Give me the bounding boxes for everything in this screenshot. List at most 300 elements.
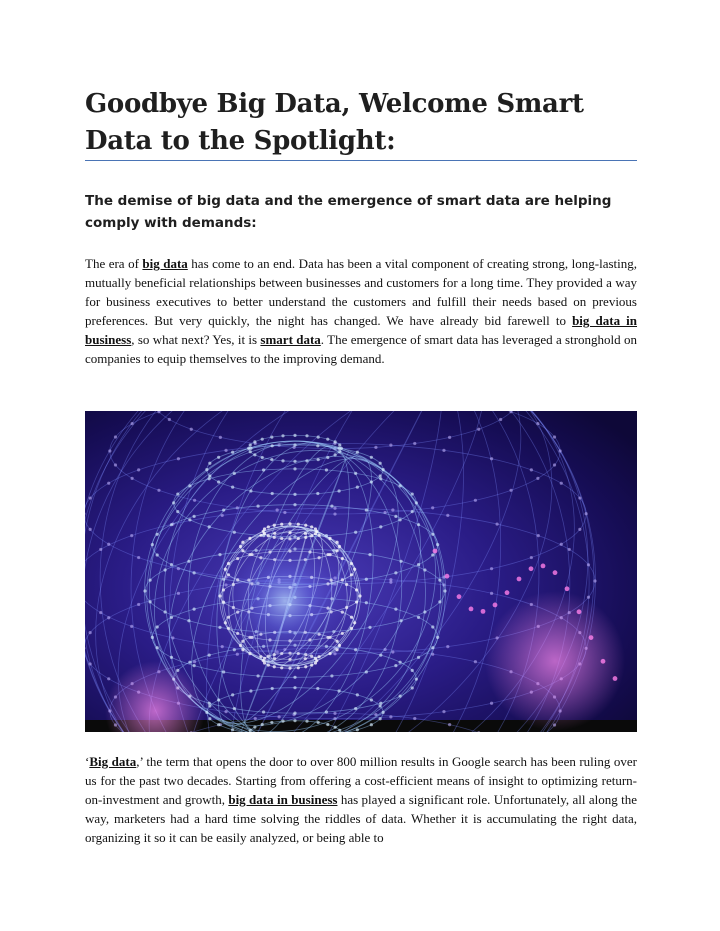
sphere-node: [436, 636, 439, 639]
pink-node: [565, 586, 570, 591]
sphere-node: [89, 631, 92, 634]
sphere-node: [137, 603, 140, 606]
sphere-node: [338, 729, 341, 732]
sphere-node: [249, 489, 252, 492]
sphere-node: [398, 661, 401, 664]
sphere-node: [436, 543, 439, 546]
sphere-node: [217, 480, 220, 483]
sphere-node: [293, 493, 296, 496]
sphere-node: [490, 457, 493, 460]
sphere-node: [354, 472, 357, 475]
sphere-node: [107, 543, 110, 546]
sphere-node: [411, 510, 414, 513]
sphere-node: [411, 686, 414, 689]
sphere-node: [335, 541, 338, 544]
sphere-node: [143, 589, 146, 592]
text-run: ,’ the term that opens the door to over 800 million results in Google search has been ruling over us for the past two decades. Starting from offering a cost-efficient means of insight to optimizing return-on-investment and growth,: [85, 754, 638, 808]
sphere-node: [490, 702, 493, 705]
sphere-node: [496, 522, 499, 525]
pink-node: [433, 549, 438, 554]
sphere-node: [163, 568, 166, 571]
big-data-paragraph: [85, 752, 637, 847]
sphere-node: [151, 636, 154, 639]
sphere-node: [99, 611, 102, 614]
sphere-node: [89, 528, 92, 531]
sphere-node: [553, 435, 556, 438]
sphere-node: [350, 627, 353, 630]
sphere-node: [370, 698, 373, 701]
sphere-node: [208, 702, 211, 705]
sphere-node: [262, 710, 265, 713]
sphere-node: [137, 556, 140, 559]
sphere-node: [261, 723, 264, 726]
sphere-node: [553, 463, 556, 466]
big-data-in-business-link[interactable]: big data in business: [85, 313, 638, 348]
title-divider: [85, 160, 637, 161]
sphere-node: [176, 510, 179, 513]
sphere-node: [568, 548, 571, 551]
sphere-node: [293, 503, 296, 506]
sphere-node: [288, 522, 291, 525]
sphere-node: [431, 646, 434, 649]
sphere-node: [443, 589, 446, 592]
sphere-node: [281, 720, 284, 723]
sphere-node: [354, 531, 357, 534]
sphere-node: [365, 578, 368, 581]
sphere-node: [176, 492, 179, 495]
sphere-node: [253, 440, 256, 443]
sphere-node: [334, 726, 337, 729]
sphere-node: [379, 474, 382, 477]
sphere-node: [170, 563, 173, 566]
sphere-node: [271, 492, 274, 495]
sphere-node: [398, 518, 401, 521]
pink-node: [505, 590, 510, 595]
pink-node: [541, 563, 546, 568]
sphere-node: [221, 645, 224, 648]
sphere-node: [293, 460, 296, 463]
sphere-node: [350, 573, 353, 576]
sphere-node: [231, 693, 234, 696]
big-data-in-business-link[interactable]: big data in business: [228, 792, 338, 808]
pink-node: [481, 609, 486, 614]
sphere-node: [316, 492, 319, 495]
sphere-node: [205, 468, 208, 471]
sphere-node: [337, 489, 340, 492]
sphere-node: [330, 674, 333, 677]
sphere-node: [256, 504, 259, 507]
sphere-node: [338, 450, 341, 453]
sphere-node: [193, 515, 196, 518]
network-sphere-image: [85, 411, 637, 732]
sphere-node: [89, 662, 92, 665]
sphere-node: [305, 720, 308, 723]
sphere-node: [218, 553, 221, 556]
big-data-link[interactable]: big data: [142, 256, 188, 271]
sphere-node: [431, 553, 434, 556]
sphere-node: [114, 463, 117, 466]
sphere-node: [130, 534, 133, 537]
sphere-node: [262, 468, 265, 471]
sphere-node: [222, 508, 225, 511]
sphere-node: [293, 719, 296, 722]
sphere-node: [337, 689, 340, 692]
sphere-node: [354, 648, 357, 651]
pink-node: [493, 603, 498, 608]
text-run: has played a significant role. Unfortunately, all along the way, marketers had a hard time solving the riddles of data. Whether it is accumulating the right data, organizing it so it can be easily analyzed, or being able to: [85, 792, 637, 846]
sphere-node: [151, 543, 154, 546]
smart-data-link[interactable]: smart data: [260, 332, 321, 348]
sphere-node: [193, 571, 196, 574]
sphere-node: [382, 468, 385, 471]
sphere-node: [328, 537, 331, 540]
sphere-node: [293, 686, 296, 689]
sphere-node: [271, 687, 274, 690]
sphere-node: [317, 436, 320, 439]
sphere-node: [438, 579, 441, 582]
sphere-node: [222, 670, 225, 673]
sphere-node: [358, 594, 361, 597]
sphere-node: [270, 458, 273, 461]
sphere-node: [107, 677, 110, 680]
sphere-node: [108, 449, 111, 452]
sphere-node: [249, 729, 252, 732]
sphere-node: [149, 600, 152, 603]
sphere-node: [536, 477, 539, 480]
sphere-node: [370, 480, 373, 483]
sphere-node: [559, 449, 562, 452]
sphere-node: [394, 571, 397, 574]
sphere-node: [442, 449, 445, 452]
sphere-node: [114, 435, 117, 438]
sphere-node: [560, 543, 563, 546]
sphere-node: [131, 477, 134, 480]
sphere-node: [233, 707, 236, 710]
sphere-node: [355, 600, 358, 603]
sphere-node: [368, 626, 371, 629]
sphere-node: [256, 674, 259, 677]
sphere-node: [379, 717, 382, 720]
sphere-node: [446, 645, 449, 648]
pink-node: [445, 574, 450, 579]
sphere-node: [423, 568, 426, 571]
sphere-node: [177, 457, 180, 460]
sphere-node: [107, 616, 110, 619]
sphere-node: [310, 525, 313, 528]
sphere-node: [578, 496, 581, 499]
sphere-node: [354, 707, 357, 710]
sphere-node: [170, 656, 173, 659]
sphere-node: [417, 616, 420, 619]
sphere-node: [379, 477, 382, 480]
sphere-node: [338, 443, 341, 446]
sphere-node: [317, 534, 320, 537]
sphere-node: [316, 444, 319, 447]
sphere-node: [379, 704, 382, 707]
sphere-node: [249, 689, 252, 692]
sphere-node: [248, 537, 251, 540]
sphere-node: [365, 508, 368, 511]
sphere-node: [325, 710, 328, 713]
text-run: ‘: [85, 754, 90, 769]
sphere-node: [188, 661, 191, 664]
sphere-node: [293, 467, 296, 470]
sphere-node: [233, 472, 236, 475]
text-run: The era of: [85, 256, 143, 271]
sphere-node: [560, 482, 563, 485]
sphere-node: [217, 456, 220, 459]
sphere-node: [537, 534, 540, 537]
sphere-node: [438, 600, 441, 603]
sphere-node: [398, 484, 401, 487]
sphere-node: [394, 664, 397, 667]
sphere-node: [276, 508, 279, 511]
sphere-node: [208, 717, 211, 720]
sphere-node: [193, 499, 196, 502]
sphere-node: [490, 592, 493, 595]
sphere-node: [205, 711, 208, 714]
sphere-node: [193, 664, 196, 667]
sphere-node: [249, 450, 252, 453]
sphere-node: [415, 678, 418, 681]
sphere-node: [208, 462, 211, 465]
sphere-node: [263, 527, 266, 530]
sphere-node: [217, 723, 220, 726]
sphere-node: [399, 619, 402, 622]
sphere-node: [193, 608, 196, 611]
sphere-node: [333, 512, 336, 515]
sphere-node: [370, 723, 373, 726]
pink-node: [469, 606, 474, 611]
sphere-node: [423, 610, 426, 613]
sphere-node: [293, 443, 296, 446]
sphere-node: [168, 418, 171, 421]
sphere-node: [379, 525, 382, 528]
sphere-node: [261, 438, 264, 441]
sphere-node: [394, 515, 397, 518]
sphere-node: [417, 523, 420, 526]
sphere-node: [417, 656, 420, 659]
sphere-node: [374, 446, 377, 449]
sphere-node: [217, 698, 220, 701]
sphere-node: [208, 477, 211, 480]
sphere-node: [391, 508, 394, 511]
sphere-node: [334, 440, 337, 443]
sphere-node: [231, 486, 234, 489]
sphere-node: [273, 524, 276, 527]
sphere-node: [317, 458, 320, 461]
sphere-node: [314, 527, 317, 530]
sphere-node: [499, 418, 502, 421]
sphere-node: [293, 676, 296, 679]
sphere-node: [241, 541, 244, 544]
sphere-node: [490, 567, 493, 570]
text-run: , so what next? Yes, it is: [131, 332, 261, 348]
sphere-node: [509, 489, 512, 492]
page-title: Goodbye Big Data, Welcome Smart Data to the Spotlight:: [85, 89, 584, 156]
sphere-node: [267, 525, 270, 528]
sphere-node: [333, 712, 336, 715]
sphere-node: [356, 728, 359, 731]
sphere-node: [163, 610, 166, 613]
sphere-node: [411, 669, 414, 672]
sphere-node: [431, 625, 434, 628]
sphere-node: [431, 506, 434, 509]
sphere-node: [231, 728, 234, 731]
sphere-node: [270, 721, 273, 724]
pink-node: [517, 577, 522, 582]
sphere-node: [587, 596, 590, 599]
sphere-node: [172, 501, 175, 504]
pink-node: [553, 570, 558, 575]
sphere-node: [219, 436, 222, 439]
sphere-node: [208, 654, 211, 657]
big-data-link[interactable]: Big data: [89, 754, 137, 769]
sphere-node: [474, 660, 477, 663]
sphere-node: [415, 501, 418, 504]
sphere-node: [224, 449, 227, 452]
sphere-node: [177, 592, 180, 595]
pink-glow: [485, 591, 625, 731]
sphere-core-glow: [215, 531, 355, 671]
sphere-node: [370, 456, 373, 459]
sphere-node: [382, 711, 385, 714]
sphere-node: [304, 524, 307, 527]
sphere-node: [130, 625, 133, 628]
sphere-node: [281, 459, 284, 462]
sphere-node: [281, 434, 284, 437]
sphere-node: [530, 556, 533, 559]
sphere-node: [326, 723, 329, 726]
sphere-node: [99, 548, 102, 551]
sphere-node: [280, 523, 283, 526]
sphere-node: [326, 438, 329, 441]
sphere-node: [474, 499, 477, 502]
sphere-node: [356, 486, 359, 489]
sphere-node: [333, 652, 336, 655]
sphere-node: [254, 717, 257, 720]
sphere-node: [249, 447, 252, 450]
sphere-node: [530, 468, 533, 471]
sphere-node: [413, 717, 416, 720]
text-run: . The emergence of smart data has leveraged a stronghold on companies to equip themselves to the improving demand.: [85, 332, 638, 367]
sphere-node: [190, 428, 193, 431]
sphere-node: [356, 693, 359, 696]
sphere-node: [317, 721, 320, 724]
sphere-node: [156, 646, 159, 649]
sphere-node: [208, 704, 211, 707]
sphere-node: [585, 512, 588, 515]
sphere-node: [431, 533, 434, 536]
sphere-node: [368, 553, 371, 556]
sphere-node: [389, 715, 392, 718]
sphere-node: [399, 560, 402, 563]
sphere-node: [411, 492, 414, 495]
sphere-node: [334, 453, 337, 456]
sphere-node: [208, 525, 211, 528]
sphere-node: [305, 434, 308, 437]
sphere-node: [379, 462, 382, 465]
sphere-node: [578, 528, 581, 531]
sphere-node: [188, 484, 191, 487]
sphere-node: [188, 518, 191, 521]
sphere-node: [253, 726, 256, 729]
sphere-node: [448, 436, 451, 439]
sphere-node: [379, 702, 382, 705]
sphere-node: [156, 553, 159, 556]
sphere-node: [353, 568, 356, 571]
sphere-node: [389, 578, 392, 581]
sphere-node: [187, 619, 190, 622]
sphere-node: [221, 514, 224, 517]
sphere-node: [417, 563, 420, 566]
sphere-node: [394, 608, 397, 611]
sphere-node: [587, 563, 590, 566]
sphere-node: [156, 533, 159, 536]
sphere-node: [355, 588, 358, 591]
sphere-node: [170, 616, 173, 619]
pink-node: [457, 594, 462, 599]
sphere-node: [297, 523, 300, 526]
sphere-node: [365, 670, 368, 673]
sphere-node: [187, 560, 190, 563]
sphere-node: [353, 621, 356, 624]
sphere-node: [107, 482, 110, 485]
sphere-node: [270, 436, 273, 439]
sphere-node: [293, 712, 296, 715]
intro-paragraph: [85, 254, 637, 369]
sphere-node: [365, 601, 368, 604]
sphere-node: [253, 453, 256, 456]
sphere-node: [350, 562, 353, 565]
sphere-node: [330, 504, 333, 507]
sphere-node: [314, 532, 317, 535]
sphere-node: [391, 650, 394, 653]
sphere-node: [335, 549, 338, 552]
sphere-node: [249, 443, 252, 446]
sphere-node: [593, 579, 596, 582]
sphere-node: [536, 422, 539, 425]
sphere-node: [231, 451, 234, 454]
sphere-node: [261, 456, 264, 459]
sphere-node: [157, 489, 160, 492]
sphere-node: [389, 444, 392, 447]
sphere-node: [89, 496, 92, 499]
sphere-node: [305, 459, 308, 462]
sphere-node: [156, 625, 159, 628]
sphere-node: [333, 507, 336, 510]
sphere-node: [233, 531, 236, 534]
pink-node: [529, 566, 534, 571]
text-run: has come to an end. Data has been a vital component of creating strong, long-lasting, mutually beneficial relationships between businesses and customers for a long time. They provided a way for business executives to better understand the customers and fulfill their needs based on previous preferences. But very quickly, the night has changed. We have already bid farewell to: [85, 256, 637, 329]
sphere-node: [338, 545, 341, 548]
sphere-node: [448, 723, 451, 726]
sphere-node: [446, 514, 449, 517]
network-sphere-illustration: [85, 411, 637, 732]
sphere-node: [316, 687, 319, 690]
sphere-node: [379, 654, 382, 657]
sphere-node: [283, 511, 286, 514]
sphere-node: [326, 456, 329, 459]
sphere-node: [477, 428, 480, 431]
sphere-node: [271, 444, 274, 447]
section-subtitle: The demise of big data and the emergence of smart data are helping comply with demands:: [85, 193, 612, 231]
sphere-node: [170, 523, 173, 526]
sphere-node: [278, 715, 281, 718]
sphere-node: [413, 442, 416, 445]
sphere-node: [442, 710, 445, 713]
sphere-node: [356, 451, 359, 454]
